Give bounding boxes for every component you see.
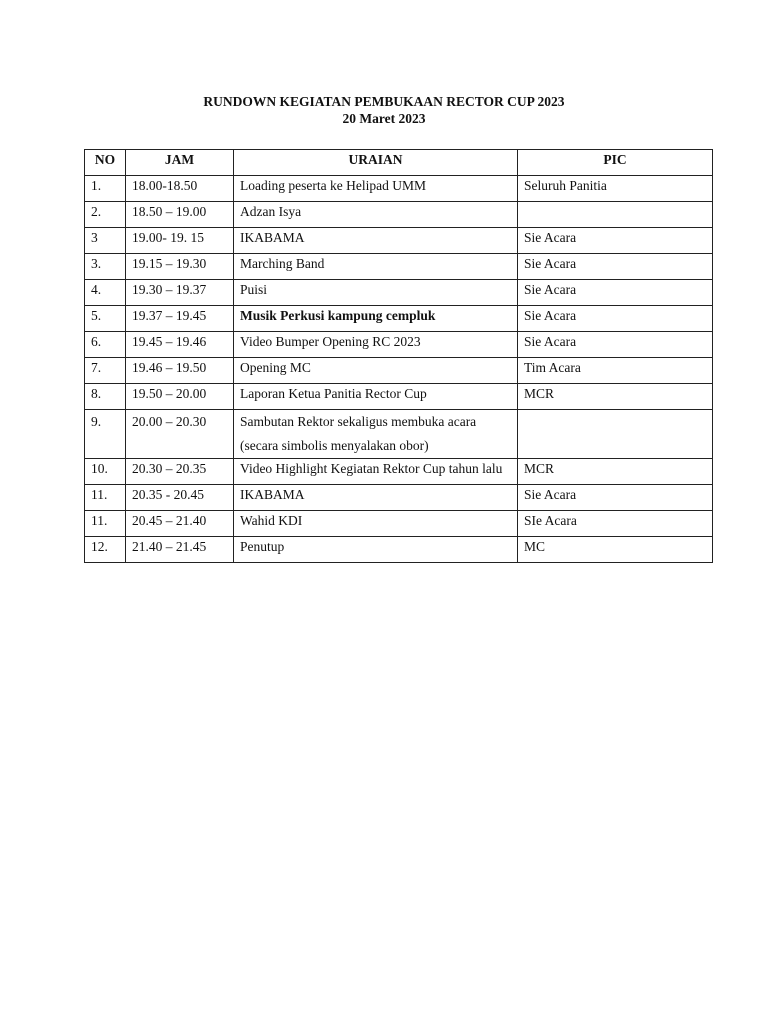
cell-uraian-line1: Sambutan Rektor sekaligus membuka acara	[240, 414, 477, 429]
cell-uraian: Puisi	[234, 280, 518, 306]
cell-no: 3	[85, 228, 126, 254]
cell-uraian: Video Bumper Opening RC 2023	[234, 332, 518, 358]
table-row	[85, 176, 713, 202]
cell-uraian: Wahid KDI	[234, 511, 518, 537]
cell-jam: 19.15 – 19.30	[126, 254, 234, 280]
cell-pic: Tim Acara	[518, 358, 713, 384]
cell-jam: 18.50 – 19.00	[126, 202, 234, 228]
table-header-row	[85, 150, 713, 176]
cell-jam: 20.30 – 20.35	[126, 459, 234, 485]
cell-jam: 19.37 – 19.45	[126, 306, 234, 332]
cell-jam: 19.50 – 20.00	[126, 384, 234, 410]
table-row	[85, 384, 713, 410]
cell-no: 5.	[85, 306, 126, 332]
cell-no: 12.	[85, 537, 126, 563]
cell-jam: 18.00-18.50	[126, 176, 234, 202]
cell-no: 3.	[85, 254, 126, 280]
cell-no: 10.	[85, 459, 126, 485]
cell-uraian-line2: (secara simbolis menyalakan obor)	[240, 438, 429, 453]
cell-jam: 19.45 – 19.46	[126, 332, 234, 358]
cell-no: 11.	[85, 485, 126, 511]
cell-no	[85, 410, 126, 459]
header-no: NO	[85, 150, 126, 176]
cell-no: 2.	[85, 202, 126, 228]
cell-pic: Sie Acara	[518, 254, 713, 280]
cell-pic: SIe Acara	[518, 511, 713, 537]
cell-pic: MC	[518, 537, 713, 563]
cell-jam-text: 20.00 – 20.30	[132, 414, 207, 429]
cell-uraian: Opening MC	[234, 358, 518, 384]
cell-jam: 20.45 – 21.40	[126, 511, 234, 537]
table-row	[85, 358, 713, 384]
table-row	[85, 228, 713, 254]
cell-pic: Seluruh Panitia	[518, 176, 713, 202]
table-row	[85, 306, 713, 332]
table-row	[85, 459, 713, 485]
cell-no: 6.	[85, 332, 126, 358]
cell-no: 8.	[85, 384, 126, 410]
cell-uraian: Laporan Ketua Panitia Rector Cup	[234, 384, 518, 410]
cell-uraian: Musik Perkusi kampung cempluk	[234, 306, 518, 332]
cell-jam: 19.46 – 19.50	[126, 358, 234, 384]
cell-jam: 20.35 - 20.45	[126, 485, 234, 511]
cell-uraian: Video Highlight Kegiatan Rektor Cup tahun lalu	[234, 459, 518, 485]
cell-pic: MCR	[518, 459, 713, 485]
cell-uraian: Penutup	[234, 537, 518, 563]
cell-pic: Sie Acara	[518, 306, 713, 332]
table-row	[85, 332, 713, 358]
cell-pic: MCR	[518, 384, 713, 410]
table-row	[85, 410, 713, 459]
header-pic: PIC	[518, 150, 713, 176]
table-row	[85, 254, 713, 280]
cell-jam: 19.00- 19. 15	[126, 228, 234, 254]
cell-no: 7.	[85, 358, 126, 384]
document-title: RUNDOWN KEGIATAN PEMBUKAAN RECTOR CUP 2023	[203, 94, 565, 109]
cell-uraian: Loading peserta ke Helipad UMM	[234, 176, 518, 202]
cell-uraian: IKABAMA	[234, 485, 518, 511]
cell-pic: Sie Acara	[518, 485, 713, 511]
cell-uraian: IKABAMA	[234, 228, 518, 254]
table-row	[85, 485, 713, 511]
cell-no: 11.	[85, 511, 126, 537]
table-row	[85, 202, 713, 228]
rundown-table	[84, 149, 713, 563]
cell-pic: Sie Acara	[518, 280, 713, 306]
cell-uraian: Marching Band	[234, 254, 518, 280]
cell-pic	[518, 202, 713, 228]
cell-uraian	[234, 410, 518, 459]
table-row	[85, 280, 713, 306]
cell-no: 4.	[85, 280, 126, 306]
cell-pic: Sie Acara	[518, 228, 713, 254]
cell-no-text: 9.	[91, 414, 102, 429]
cell-jam	[126, 410, 234, 459]
document-date: 20 Maret 2023	[342, 111, 426, 126]
cell-jam: 21.40 – 21.45	[126, 537, 234, 563]
cell-pic	[518, 410, 713, 459]
cell-jam: 19.30 – 19.37	[126, 280, 234, 306]
table-row	[85, 537, 713, 563]
header-uraian: URAIAN	[234, 150, 518, 176]
header-jam: JAM	[126, 150, 234, 176]
cell-pic: Sie Acara	[518, 332, 713, 358]
cell-uraian: Adzan Isya	[234, 202, 518, 228]
table-row	[85, 511, 713, 537]
cell-no: 1.	[85, 176, 126, 202]
